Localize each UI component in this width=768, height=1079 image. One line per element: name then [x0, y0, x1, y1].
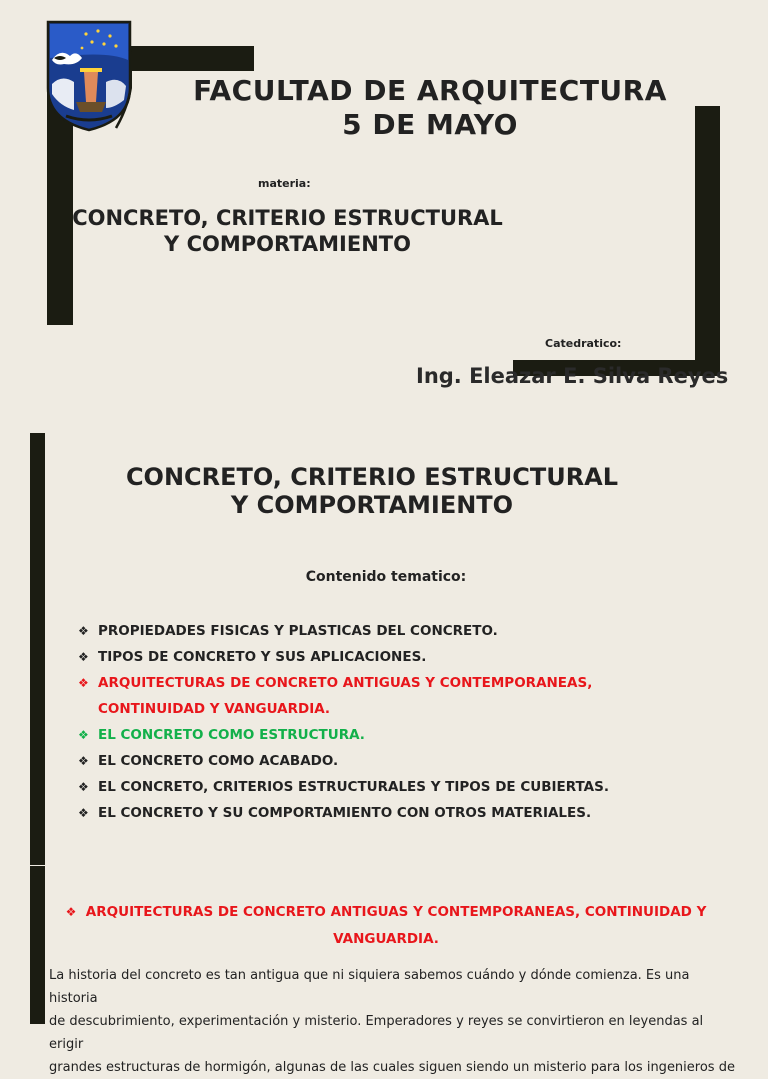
topic-text: PROPIEDADES FISICAS Y PLASTICAS DEL CONCRETO. — [98, 623, 498, 639]
subject-title-line-1: CONCRETO, CRITERIO ESTRUCTURAL — [72, 206, 503, 230]
topic-text: ARQUITECTURAS DE CONCRETO ANTIGUAS Y CONTEMPORANEAS, — [98, 675, 593, 691]
diamond-bullet-icon: ❖ — [78, 624, 89, 638]
diamond-bullet-icon: ❖ — [78, 754, 89, 768]
topic-item — [78, 618, 609, 644]
university-shield-icon — [46, 20, 132, 132]
diamond-bullet-icon: ❖ — [78, 728, 89, 742]
slide-3-heading-line-2: VANGUARDIA. — [333, 931, 439, 947]
topic-text: EL CONCRETO, CRITERIOS ESTRUCTURALES Y TIPOS DE CUBIERTAS. — [98, 779, 609, 795]
topic-item — [78, 670, 609, 722]
faculty-title-line-2: 5 DE MAYO — [342, 108, 518, 141]
paragraph-line: de descubrimiento, experimentación y misterio. Emperadores y reyes se convirtieron en leyendas al erigir — [49, 1014, 704, 1052]
subject-title — [40, 205, 535, 257]
topics-list — [78, 618, 609, 826]
diamond-bullet-icon: ❖ — [78, 780, 89, 794]
slide-3-heading — [36, 899, 736, 953]
topic-text: EL CONCRETO Y SU COMPORTAMIENTO CON OTROS MATERIALES. — [98, 805, 592, 821]
paragraph-line: grandes estructuras de hormigón, algunas de las cuales siguen siendo un misterio para los ingenieros de — [49, 1060, 735, 1075]
slide-2-left-bar — [30, 433, 45, 865]
catedratico-label: Catedratico: — [545, 337, 622, 350]
diamond-bullet-icon: ❖ — [78, 676, 89, 690]
history-paragraph — [49, 964, 739, 1079]
topic-text-continuation: CONTINUIDAD Y VANGUARDIA. — [98, 701, 331, 717]
frame-bar-top — [128, 46, 254, 71]
slide-2-title-line-2: Y COMPORTAMIENTO — [230, 491, 514, 519]
faculty-title-line-1: FACULTAD DE ARQUITECTURA — [193, 74, 667, 107]
topic-text: EL CONCRETO COMO ESTRUCTURA. — [98, 727, 365, 743]
topic-item — [78, 644, 609, 670]
frame-bar-right — [695, 106, 720, 376]
faculty-title — [150, 74, 710, 142]
topic-item — [78, 774, 609, 800]
slide-2-title — [80, 463, 664, 519]
slide-2-title-line-1: CONCRETO, CRITERIO ESTRUCTURAL — [125, 463, 619, 491]
materia-label: materia: — [258, 177, 311, 190]
paragraph-line: La historia del concreto es tan antigua que ni siquiera sabemos cuándo y dónde comienza. Es una historia — [49, 968, 690, 1006]
topic-item — [78, 722, 609, 748]
slide-3-heading-line-1 — [36, 899, 736, 926]
diamond-bullet-icon: ❖ — [78, 650, 89, 664]
teacher-name: Ing. Eleazar E. Silva Reyes — [416, 364, 729, 388]
topic-item — [78, 748, 609, 774]
subject-title-line-2: Y COMPORTAMIENTO — [164, 232, 411, 256]
topic-text: EL CONCRETO COMO ACABADO. — [98, 753, 339, 769]
contenido-label: Contenido tematico: — [305, 569, 467, 585]
diamond-bullet-icon: ❖ — [78, 806, 89, 820]
topic-item — [78, 800, 609, 826]
topic-text: TIPOS DE CONCRETO Y SUS APLICACIONES. — [98, 649, 427, 665]
diamond-bullet-icon: ❖ — [65, 905, 77, 919]
heading-text: ARQUITECTURAS DE CONCRETO ANTIGUAS Y CONTEMPORANEAS, CONTINUIDAD Y — [85, 904, 707, 920]
